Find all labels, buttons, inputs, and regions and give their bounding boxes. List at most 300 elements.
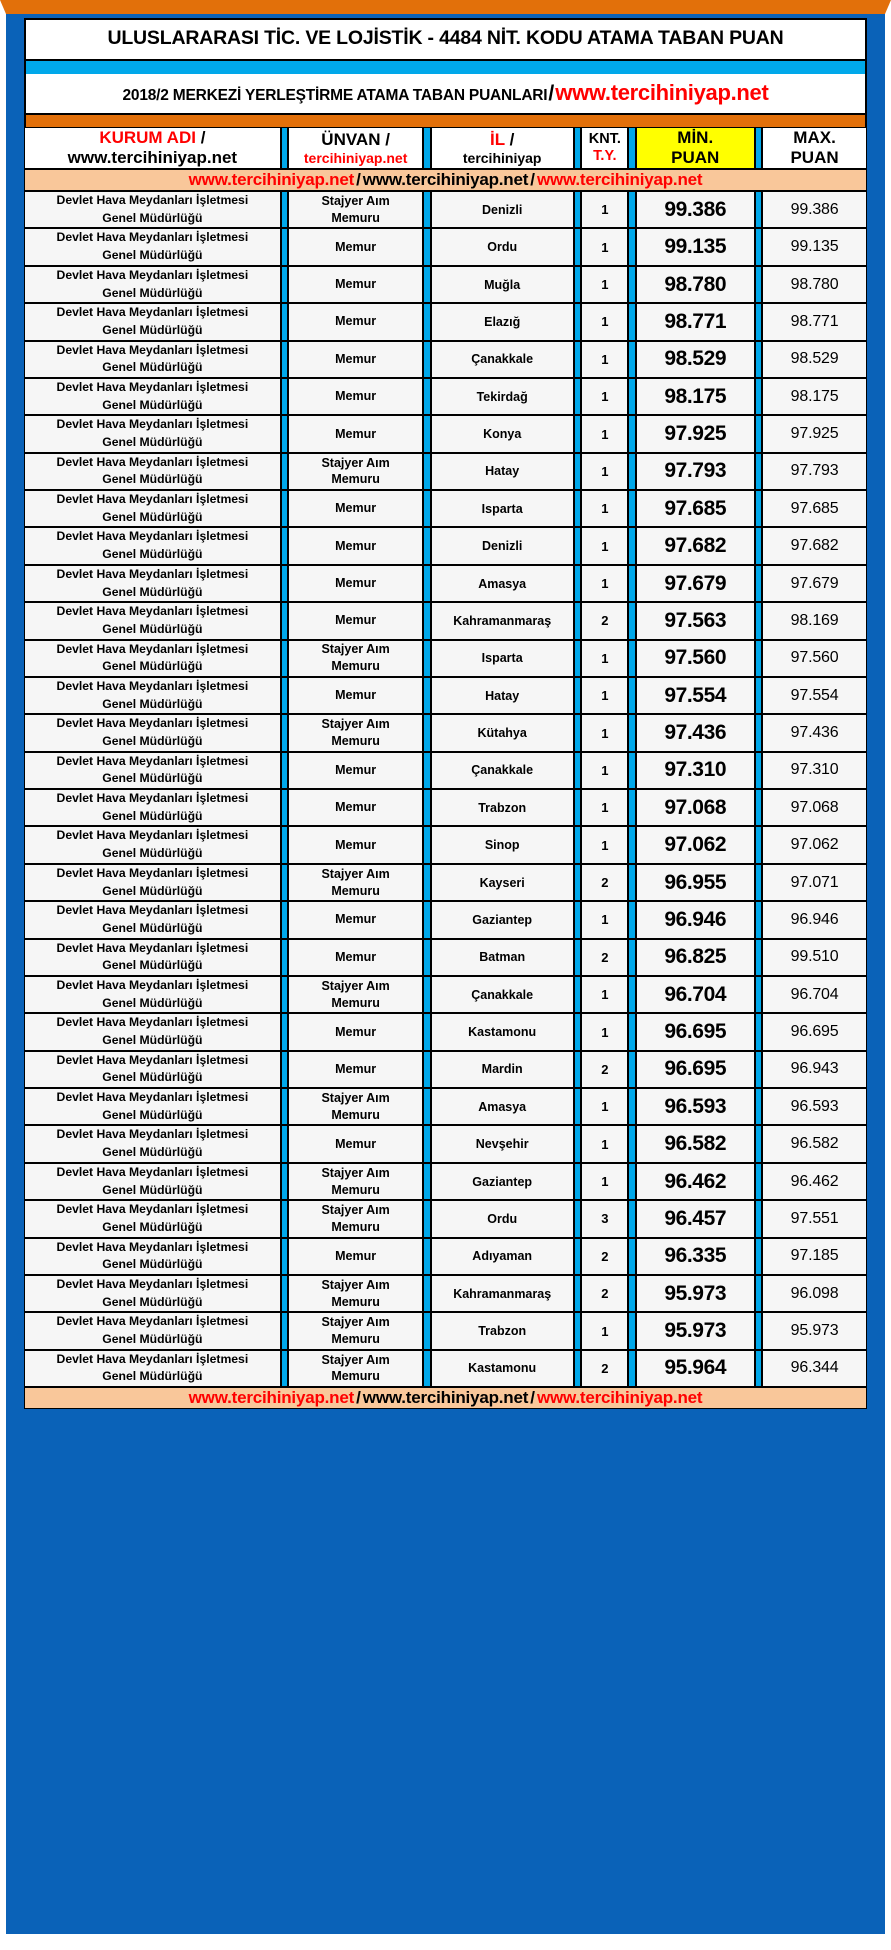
cell-kurum: Devlet Hava Meydanları İşletmesi Genel Müdürlüğü <box>24 1088 281 1125</box>
cell-unvan: Stajyer Aım Memuru <box>288 1312 423 1349</box>
cell-kurum: Devlet Hava Meydanları İşletmesi Genel Müdürlüğü <box>24 1013 281 1050</box>
cell-max-puan: 95.973 <box>762 1312 867 1349</box>
column-separator <box>423 266 430 303</box>
column-separator <box>281 864 288 901</box>
cell-unvan: Stajyer Aım Memuru <box>288 1163 423 1200</box>
table-row <box>24 415 867 452</box>
blue-frame <box>6 14 885 1934</box>
scores-table <box>24 127 867 1409</box>
cell-il: Isparta <box>431 490 574 527</box>
cell-min-puan: 97.793 <box>636 453 755 490</box>
table-row <box>24 1275 867 1312</box>
column-separator <box>628 1013 635 1050</box>
column-separator <box>755 1200 762 1237</box>
cell-kontenjan: 2 <box>581 1350 628 1387</box>
table-row <box>24 1088 867 1125</box>
orange-divider-bar <box>24 115 867 127</box>
table-row <box>24 602 867 639</box>
cell-il: Batman <box>431 939 574 976</box>
column-separator <box>628 1200 635 1237</box>
cell-min-puan: 96.695 <box>636 1013 755 1050</box>
column-separator <box>628 191 635 228</box>
cell-il: Muğla <box>431 266 574 303</box>
column-separator <box>628 976 635 1013</box>
cell-kontenjan: 2 <box>581 1275 628 1312</box>
column-separator <box>628 714 635 751</box>
cell-unvan: Memur <box>288 303 423 340</box>
table-header-row <box>24 127 867 169</box>
cell-kontenjan: 3 <box>581 1200 628 1237</box>
cell-min-puan: 97.685 <box>636 490 755 527</box>
column-separator <box>755 1350 762 1387</box>
column-separator <box>281 677 288 714</box>
cell-kurum: Devlet Hava Meydanları İşletmesi Genel Müdürlüğü <box>24 789 281 826</box>
cell-kurum: Devlet Hava Meydanları İşletmesi Genel Müdürlüğü <box>24 341 281 378</box>
column-separator <box>574 714 581 751</box>
column-header-unvan <box>288 127 423 169</box>
table-row <box>24 901 867 938</box>
column-separator <box>755 901 762 938</box>
column-separator <box>755 1088 762 1125</box>
cell-unvan: Memur <box>288 752 423 789</box>
cell-min-puan: 95.973 <box>636 1312 755 1349</box>
table-row <box>24 677 867 714</box>
column-separator <box>281 127 288 169</box>
cell-min-puan: 97.436 <box>636 714 755 751</box>
column-separator <box>628 127 635 169</box>
column-separator <box>281 640 288 677</box>
cell-kurum: Devlet Hava Meydanları İşletmesi Genel Müdürlüğü <box>24 490 281 527</box>
column-header-kontenjan <box>581 127 628 169</box>
column-separator <box>574 1125 581 1162</box>
table-row <box>24 714 867 751</box>
cell-il: Elazığ <box>431 303 574 340</box>
column-separator <box>423 789 430 826</box>
column-separator <box>281 228 288 265</box>
max-label-line2: PUAN <box>790 148 839 168</box>
table-row <box>24 1350 867 1387</box>
cell-min-puan: 95.964 <box>636 1350 755 1387</box>
cell-max-puan: 96.946 <box>762 901 867 938</box>
cell-kontenjan: 1 <box>581 453 628 490</box>
cell-kurum: Devlet Hava Meydanları İşletmesi Genel Müdürlüğü <box>24 1125 281 1162</box>
cell-max-puan: 96.462 <box>762 1163 867 1200</box>
column-separator <box>281 826 288 863</box>
column-separator <box>423 677 430 714</box>
cell-il: Denizli <box>431 191 574 228</box>
cell-kurum: Devlet Hava Meydanları İşletmesi Genel Müdürlüğü <box>24 714 281 751</box>
column-separator <box>423 976 430 1013</box>
cell-kurum: Devlet Hava Meydanları İşletmesi Genel Müdürlüğü <box>24 1200 281 1237</box>
column-separator <box>574 565 581 602</box>
column-separator <box>755 1051 762 1088</box>
column-separator <box>574 1275 581 1312</box>
cell-unvan: Memur <box>288 939 423 976</box>
cell-max-puan: 96.593 <box>762 1088 867 1125</box>
column-separator <box>423 939 430 976</box>
column-separator <box>574 1013 581 1050</box>
promo-sep-1: / <box>356 170 361 190</box>
cell-max-puan: 97.679 <box>762 565 867 602</box>
column-separator <box>423 752 430 789</box>
column-separator <box>574 490 581 527</box>
cell-kurum: Devlet Hava Meydanları İşletmesi Genel Müdürlüğü <box>24 1312 281 1349</box>
column-separator <box>755 640 762 677</box>
column-separator <box>628 640 635 677</box>
cell-max-puan: 97.062 <box>762 826 867 863</box>
cell-il: Kayseri <box>431 864 574 901</box>
table-row <box>24 527 867 564</box>
column-separator <box>628 378 635 415</box>
column-separator <box>628 1350 635 1387</box>
cell-unvan: Stajyer Aım Memuru <box>288 1350 423 1387</box>
cell-kontenjan: 2 <box>581 602 628 639</box>
cell-max-puan: 98.529 <box>762 341 867 378</box>
cell-max-puan: 97.682 <box>762 527 867 564</box>
column-separator <box>628 826 635 863</box>
column-separator <box>281 453 288 490</box>
table-row <box>24 266 867 303</box>
column-separator <box>281 1125 288 1162</box>
column-separator <box>574 228 581 265</box>
promo-part-3[interactable]: www.tercihiniyap.net <box>536 1388 703 1408</box>
cell-max-puan: 97.554 <box>762 677 867 714</box>
column-separator <box>628 303 635 340</box>
cell-il: Adıyaman <box>431 1238 574 1275</box>
column-separator <box>628 1163 635 1200</box>
column-separator <box>281 191 288 228</box>
cell-min-puan: 97.554 <box>636 677 755 714</box>
cell-unvan: Memur <box>288 565 423 602</box>
subtitle-site-link[interactable]: www.tercihiniyap.net <box>555 80 769 105</box>
max-label-line1: MAX. <box>793 128 836 147</box>
cell-min-puan: 97.925 <box>636 415 755 452</box>
unvan-site[interactable]: tercihiniyap.net <box>303 149 408 166</box>
unvan-label: ÜNVAN <box>321 129 381 149</box>
cell-kurum: Devlet Hava Meydanları İşletmesi Genel Müdürlüğü <box>24 640 281 677</box>
column-separator <box>755 565 762 602</box>
table-row <box>24 378 867 415</box>
column-header-il <box>431 127 574 169</box>
cell-min-puan: 96.582 <box>636 1125 755 1162</box>
column-separator <box>628 602 635 639</box>
cell-min-puan: 96.825 <box>636 939 755 976</box>
cell-il: Hatay <box>431 453 574 490</box>
column-separator <box>755 826 762 863</box>
table-row <box>24 490 867 527</box>
column-header-min-puan <box>636 127 755 169</box>
promo-part-2[interactable]: www.tercihiniyap.net <box>362 170 529 190</box>
knt-label-line2: T.Y. <box>593 148 617 165</box>
cell-unvan: Memur <box>288 901 423 938</box>
column-separator <box>628 453 635 490</box>
cell-unvan: Stajyer Aım Memuru <box>288 714 423 751</box>
cell-max-puan: 96.344 <box>762 1350 867 1387</box>
column-separator <box>281 378 288 415</box>
cell-kontenjan: 1 <box>581 1088 628 1125</box>
column-separator <box>574 640 581 677</box>
promo-part-3[interactable]: www.tercihiniyap.net <box>536 170 703 190</box>
table-row <box>24 1312 867 1349</box>
column-separator <box>574 826 581 863</box>
table-row <box>24 565 867 602</box>
table-row <box>24 1013 867 1050</box>
knt-label-line1: KNT. <box>588 130 621 147</box>
column-separator <box>755 378 762 415</box>
cell-min-puan: 96.593 <box>636 1088 755 1125</box>
table-row <box>24 864 867 901</box>
column-separator <box>755 939 762 976</box>
column-separator <box>574 976 581 1013</box>
cell-unvan: Memur <box>288 1125 423 1162</box>
column-separator <box>755 602 762 639</box>
table-row <box>24 191 867 228</box>
column-header-kurum <box>24 127 281 169</box>
column-separator <box>281 1312 288 1349</box>
column-separator <box>423 565 430 602</box>
cell-il: Çanakkale <box>431 976 574 1013</box>
column-separator <box>423 714 430 751</box>
cell-min-puan: 97.068 <box>636 789 755 826</box>
column-separator <box>423 341 430 378</box>
il-slash: / <box>509 129 515 149</box>
cell-kurum: Devlet Hava Meydanları İşletmesi Genel Müdürlüğü <box>24 1051 281 1088</box>
column-separator <box>281 602 288 639</box>
cell-kontenjan: 2 <box>581 864 628 901</box>
cell-max-puan: 97.185 <box>762 1238 867 1275</box>
table-row <box>24 826 867 863</box>
column-separator <box>423 127 430 169</box>
cell-unvan: Stajyer Aım Memuru <box>288 1200 423 1237</box>
cell-max-puan: 97.793 <box>762 453 867 490</box>
cell-max-puan: 97.310 <box>762 752 867 789</box>
column-separator <box>423 1275 430 1312</box>
cell-kurum: Devlet Hava Meydanları İşletmesi Genel Müdürlüğü <box>24 826 281 863</box>
cell-kontenjan: 1 <box>581 266 628 303</box>
column-separator <box>574 266 581 303</box>
cell-il: Kastamonu <box>431 1350 574 1387</box>
column-separator <box>423 864 430 901</box>
cell-unvan: Memur <box>288 602 423 639</box>
cell-kontenjan: 1 <box>581 789 628 826</box>
cell-min-puan: 96.462 <box>636 1163 755 1200</box>
column-separator <box>574 939 581 976</box>
cell-min-puan: 97.682 <box>636 527 755 564</box>
cell-max-puan: 96.943 <box>762 1051 867 1088</box>
column-separator <box>281 1238 288 1275</box>
cell-il: Amasya <box>431 565 574 602</box>
cell-max-puan: 97.560 <box>762 640 867 677</box>
cell-kontenjan: 1 <box>581 565 628 602</box>
cell-kurum: Devlet Hava Meydanları İşletmesi Genel Müdürlüğü <box>24 752 281 789</box>
column-separator <box>628 677 635 714</box>
cell-kontenjan: 2 <box>581 1051 628 1088</box>
cell-kurum: Devlet Hava Meydanları İşletmesi Genel Müdürlüğü <box>24 228 281 265</box>
column-separator <box>628 864 635 901</box>
column-separator <box>574 191 581 228</box>
column-separator <box>423 378 430 415</box>
cell-unvan: Memur <box>288 789 423 826</box>
column-separator <box>628 415 635 452</box>
column-separator <box>628 1238 635 1275</box>
column-separator <box>574 127 581 169</box>
cell-kurum: Devlet Hava Meydanları İşletmesi Genel Müdürlüğü <box>24 378 281 415</box>
cell-kontenjan: 1 <box>581 378 628 415</box>
cell-max-puan: 97.925 <box>762 415 867 452</box>
cell-il: Denizli <box>431 527 574 564</box>
cell-min-puan: 99.386 <box>636 191 755 228</box>
promo-sep-2: / <box>530 170 535 190</box>
column-separator <box>423 228 430 265</box>
column-separator <box>281 714 288 751</box>
column-separator <box>423 1013 430 1050</box>
column-separator <box>574 1163 581 1200</box>
table-row <box>24 1238 867 1275</box>
column-separator <box>628 1088 635 1125</box>
cell-il: Trabzon <box>431 789 574 826</box>
column-separator <box>423 1200 430 1237</box>
cell-min-puan: 96.704 <box>636 976 755 1013</box>
column-separator <box>281 341 288 378</box>
column-separator <box>628 1051 635 1088</box>
cell-kurum: Devlet Hava Meydanları İşletmesi Genel Müdürlüğü <box>24 1350 281 1387</box>
kurum-site[interactable]: www.tercihiniyap.net <box>67 148 238 168</box>
cell-kontenjan: 1 <box>581 191 628 228</box>
column-separator <box>755 714 762 751</box>
column-separator <box>574 1238 581 1275</box>
column-separator <box>755 1163 762 1200</box>
page-title: ULUSLARARASI TİC. VE LOJİSTİK - 4484 NİT. KODU ATAMA TABAN PUAN <box>107 27 784 49</box>
promo-part-1[interactable]: www.tercihiniyap.net <box>188 170 355 190</box>
cell-il: Gaziantep <box>431 1163 574 1200</box>
column-separator <box>755 228 762 265</box>
kurum-label: KURUM ADI <box>99 128 196 147</box>
cell-il: Isparta <box>431 640 574 677</box>
column-separator <box>574 677 581 714</box>
cell-max-puan: 97.071 <box>762 864 867 901</box>
cell-unvan: Memur <box>288 677 423 714</box>
column-separator <box>755 127 762 169</box>
cell-il: Tekirdağ <box>431 378 574 415</box>
cell-unvan: Memur <box>288 1238 423 1275</box>
cell-unvan: Memur <box>288 228 423 265</box>
title-box <box>24 18 867 61</box>
cell-max-puan: 97.068 <box>762 789 867 826</box>
column-separator <box>574 1088 581 1125</box>
cell-kontenjan: 1 <box>581 826 628 863</box>
column-separator <box>574 341 581 378</box>
column-separator <box>574 378 581 415</box>
cell-max-puan: 96.582 <box>762 1125 867 1162</box>
column-separator <box>281 901 288 938</box>
cell-min-puan: 98.175 <box>636 378 755 415</box>
cell-unvan: Memur <box>288 1013 423 1050</box>
promo-part-2[interactable]: www.tercihiniyap.net <box>362 1388 529 1408</box>
column-separator <box>755 1013 762 1050</box>
promo-sep-2: / <box>530 1388 535 1408</box>
column-separator <box>755 266 762 303</box>
column-separator <box>423 1350 430 1387</box>
cell-il: Mardin <box>431 1051 574 1088</box>
cell-kontenjan: 1 <box>581 415 628 452</box>
cell-kurum: Devlet Hava Meydanları İşletmesi Genel Müdürlüğü <box>24 939 281 976</box>
column-separator <box>628 939 635 976</box>
column-separator <box>628 341 635 378</box>
cell-kontenjan: 1 <box>581 341 628 378</box>
cell-max-puan: 99.386 <box>762 191 867 228</box>
cell-unvan: Memur <box>288 490 423 527</box>
promo-part-1[interactable]: www.tercihiniyap.net <box>188 1388 355 1408</box>
cell-il: Trabzon <box>431 1312 574 1349</box>
column-separator <box>281 415 288 452</box>
cell-kontenjan: 1 <box>581 640 628 677</box>
column-separator <box>281 1013 288 1050</box>
table-row <box>24 341 867 378</box>
il-site[interactable]: tercihiniyap <box>462 149 542 166</box>
cell-unvan: Memur <box>288 1051 423 1088</box>
column-separator <box>281 490 288 527</box>
cell-max-puan: 96.704 <box>762 976 867 1013</box>
column-separator <box>281 527 288 564</box>
column-separator <box>423 1312 430 1349</box>
column-separator <box>628 228 635 265</box>
column-separator <box>574 901 581 938</box>
column-separator <box>423 901 430 938</box>
cell-max-puan: 99.510 <box>762 939 867 976</box>
column-separator <box>423 602 430 639</box>
cell-kontenjan: 1 <box>581 490 628 527</box>
cell-max-puan: 96.695 <box>762 1013 867 1050</box>
column-separator <box>423 191 430 228</box>
cell-il: Kütahya <box>431 714 574 751</box>
cell-unvan: Memur <box>288 826 423 863</box>
column-separator <box>755 191 762 228</box>
table-row <box>24 453 867 490</box>
cell-min-puan: 96.946 <box>636 901 755 938</box>
column-separator <box>281 752 288 789</box>
column-separator <box>755 303 762 340</box>
column-separator <box>755 864 762 901</box>
column-separator <box>628 1312 635 1349</box>
cell-il: Çanakkale <box>431 752 574 789</box>
column-separator <box>755 490 762 527</box>
cell-min-puan: 97.560 <box>636 640 755 677</box>
cell-unvan: Stajyer Aım Memuru <box>288 453 423 490</box>
subtitle-main-text: 2018/2 MERKEZİ YERLEŞTİRME ATAMA TABAN PUANLARI <box>122 87 548 104</box>
cell-min-puan: 97.062 <box>636 826 755 863</box>
cell-kurum: Devlet Hava Meydanları İşletmesi Genel Müdürlüğü <box>24 602 281 639</box>
column-separator <box>574 303 581 340</box>
column-separator <box>628 565 635 602</box>
cell-max-puan: 98.780 <box>762 266 867 303</box>
cell-kontenjan: 1 <box>581 527 628 564</box>
cell-unvan: Memur <box>288 415 423 452</box>
column-separator <box>628 1125 635 1162</box>
cell-min-puan: 97.679 <box>636 565 755 602</box>
column-separator <box>423 527 430 564</box>
cell-unvan: Stajyer Aım Memuru <box>288 640 423 677</box>
il-label: İL <box>490 129 505 149</box>
column-separator <box>755 341 762 378</box>
column-separator <box>628 789 635 826</box>
cell-kurum: Devlet Hava Meydanları İşletmesi Genel Müdürlüğü <box>24 191 281 228</box>
column-separator <box>574 527 581 564</box>
cell-il: Sinop <box>431 826 574 863</box>
cell-min-puan: 98.780 <box>636 266 755 303</box>
cell-min-puan: 99.135 <box>636 228 755 265</box>
cell-il: Ordu <box>431 1200 574 1237</box>
cell-kurum: Devlet Hava Meydanları İşletmesi Genel Müdürlüğü <box>24 864 281 901</box>
